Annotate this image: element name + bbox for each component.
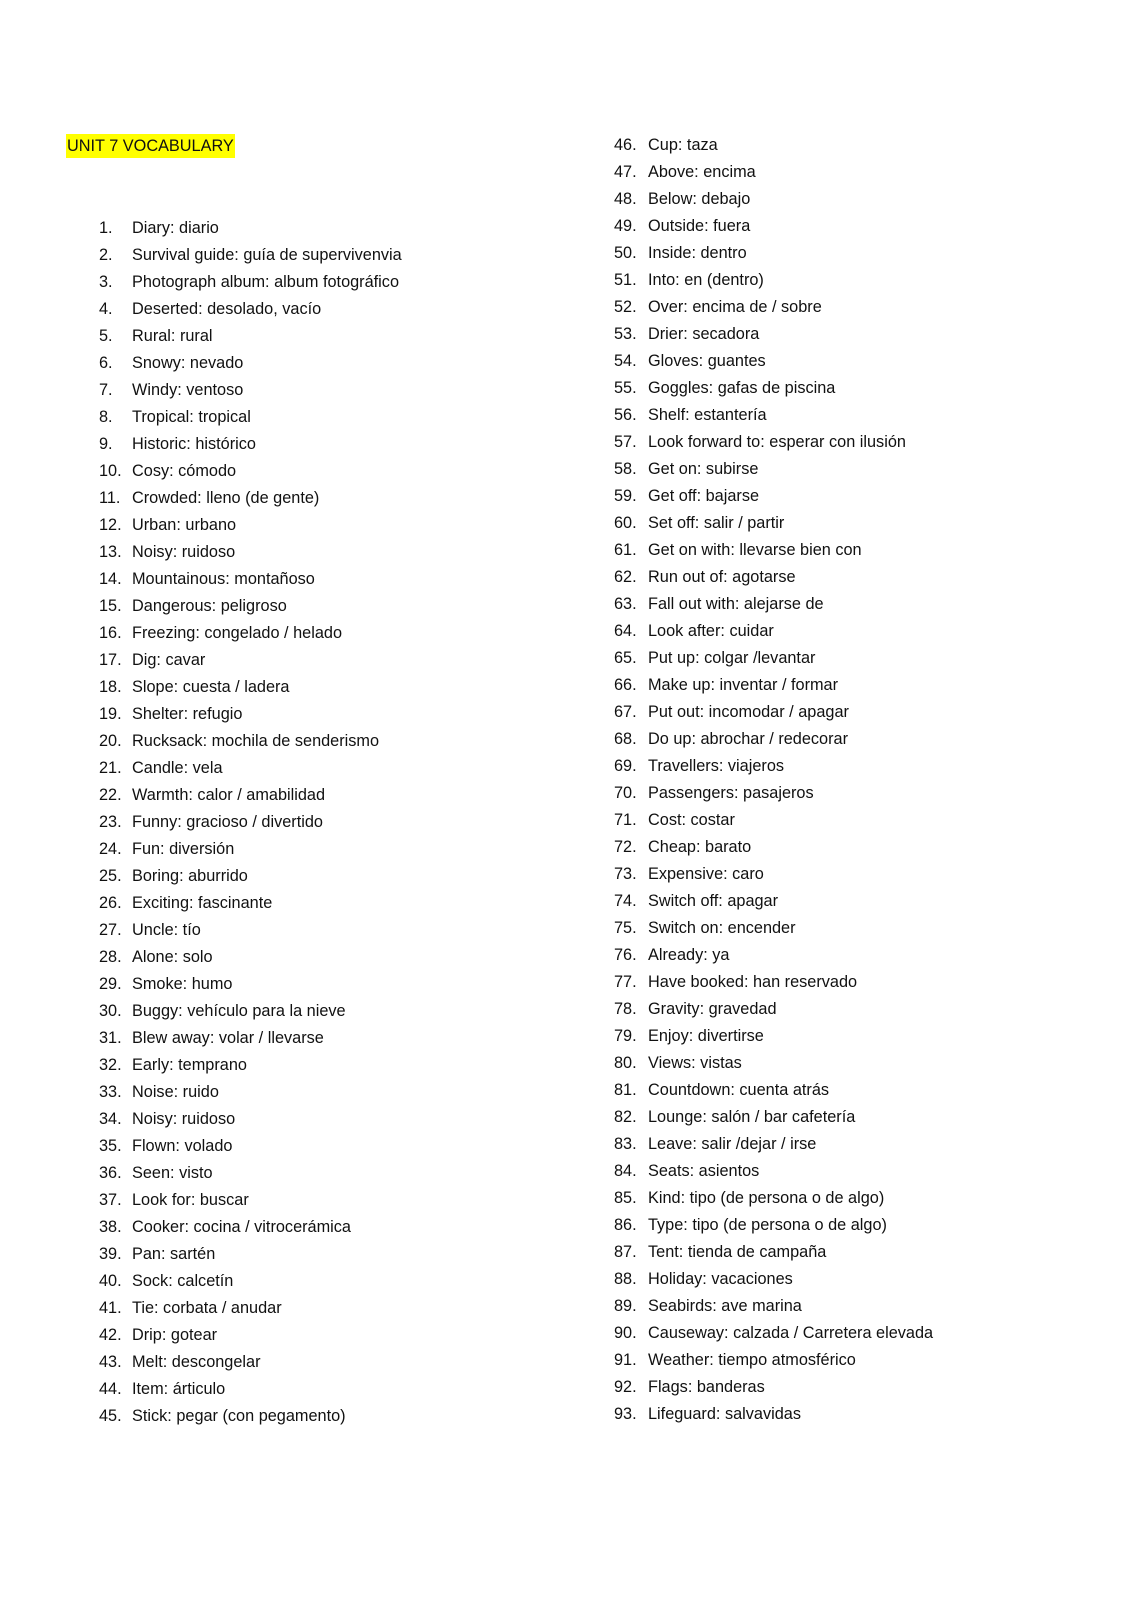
item-number: 10.	[99, 462, 122, 480]
item-number: 23.	[99, 813, 122, 831]
item-number: 34.	[99, 1110, 122, 1128]
item-number: 80.	[614, 1054, 637, 1072]
item-text: Make up: inventar / formar	[648, 676, 839, 694]
item-number: 14.	[99, 570, 122, 588]
item-text: Goggles: gafas de piscina	[648, 379, 836, 397]
item-text: Windy: ventoso	[132, 381, 244, 399]
item-text: Views: vistas	[648, 1054, 742, 1072]
item-text: Shelf: estantería	[648, 406, 767, 424]
item-number: 31.	[99, 1029, 122, 1047]
item-text: Cup: taza	[648, 136, 718, 154]
item-number: 92.	[614, 1378, 637, 1396]
item-number: 54.	[614, 352, 637, 370]
item-number: 12.	[99, 516, 122, 534]
item-text: Get on: subirse	[648, 460, 759, 478]
item-number: 8.	[99, 408, 113, 426]
item-text: Over: encima de / sobre	[648, 298, 822, 316]
item-text: Alone: solo	[132, 948, 213, 966]
item-number: 18.	[99, 678, 122, 696]
item-text: Seats: asientos	[648, 1162, 760, 1180]
item-text: Crowded: lleno (de gente)	[132, 489, 320, 507]
item-text: Snowy: nevado	[132, 354, 244, 372]
item-number: 35.	[99, 1137, 122, 1155]
item-text: Melt: descongelar	[132, 1353, 261, 1371]
document-title: UNIT 7 VOCABULARY	[66, 134, 235, 158]
item-text: Blew away: volar / llevarse	[132, 1029, 324, 1047]
item-text: Cosy: cómodo	[132, 462, 237, 480]
item-number: 82.	[614, 1108, 637, 1126]
item-text: Enjoy: divertirse	[648, 1027, 764, 1045]
item-text: Fun: diversión	[132, 840, 235, 858]
item-text: Flags: banderas	[648, 1378, 765, 1396]
item-number: 53.	[614, 325, 637, 343]
item-number: 61.	[614, 541, 637, 559]
item-text: Type: tipo (de persona o de algo)	[648, 1216, 887, 1234]
item-number: 63.	[614, 595, 637, 613]
item-number: 51.	[614, 271, 637, 289]
item-text: Cheap: barato	[648, 838, 752, 856]
item-text: Dangerous: peligroso	[132, 597, 287, 615]
item-number: 65.	[614, 649, 637, 667]
item-number: 29.	[99, 975, 122, 993]
item-text: Drier: secadora	[648, 325, 760, 343]
item-text: Noisy: ruidoso	[132, 1110, 236, 1128]
item-number: 33.	[99, 1083, 122, 1101]
item-number: 87.	[614, 1243, 637, 1261]
item-text: Seen: visto	[132, 1164, 213, 1182]
item-number: 81.	[614, 1081, 637, 1099]
item-text: Inside: dentro	[648, 244, 747, 262]
item-text: Set off: salir / partir	[648, 514, 785, 532]
item-text: Gravity: gravedad	[648, 1000, 777, 1018]
item-number: 40.	[99, 1272, 122, 1290]
item-text: Lifeguard: salvavidas	[648, 1405, 801, 1423]
item-number: 89.	[614, 1297, 637, 1315]
item-number: 39.	[99, 1245, 122, 1263]
item-text: Look forward to: esperar con ilusión	[648, 433, 906, 451]
item-text: Shelter: refugio	[132, 705, 243, 723]
item-text: Above: encima	[648, 163, 756, 181]
item-text: Rucksack: mochila de senderismo	[132, 732, 380, 750]
item-number: 11.	[99, 489, 121, 507]
item-number: 47.	[614, 163, 637, 181]
item-number: 90.	[614, 1324, 637, 1342]
item-text: Drip: gotear	[132, 1326, 218, 1344]
item-number: 7.	[99, 381, 113, 399]
item-number: 66.	[614, 676, 637, 694]
item-text: Switch off: apagar	[648, 892, 779, 910]
item-number: 44.	[99, 1380, 122, 1398]
item-text: Put up: colgar /levantar	[648, 649, 816, 667]
item-number: 57.	[614, 433, 637, 451]
item-text: Boring: aburrido	[132, 867, 248, 885]
item-text: Photograph album: album fotográfico	[132, 273, 399, 291]
item-text: Item: árticulo	[132, 1380, 226, 1398]
item-text: Buggy: vehículo para la nieve	[132, 1002, 346, 1020]
item-text: Historic: histórico	[132, 435, 256, 453]
item-number: 74.	[614, 892, 637, 910]
item-text: Weather: tiempo atmosférico	[648, 1351, 856, 1369]
item-number: 27.	[99, 921, 122, 939]
item-number: 43.	[99, 1353, 122, 1371]
item-number: 42.	[99, 1326, 122, 1344]
item-number: 5.	[99, 327, 113, 345]
item-text: Candle: vela	[132, 759, 223, 777]
item-text: Fall out with: alejarse de	[648, 595, 824, 613]
item-text: Slope: cuesta / ladera	[132, 678, 290, 696]
item-number: 17.	[99, 651, 122, 669]
item-number: 6.	[99, 354, 113, 372]
item-number: 88.	[614, 1270, 637, 1288]
item-number: 70.	[614, 784, 637, 802]
item-text: Already: ya	[648, 946, 730, 964]
item-text: Expensive: caro	[648, 865, 764, 883]
item-number: 86.	[614, 1216, 637, 1234]
item-number: 13.	[99, 543, 122, 561]
item-text: Causeway: calzada / Carretera elevada	[648, 1324, 934, 1342]
item-number: 91.	[614, 1351, 637, 1369]
item-text: Mountainous: montañoso	[132, 570, 315, 588]
item-text: Into: en (dentro)	[648, 271, 764, 289]
item-number: 50.	[614, 244, 637, 262]
item-number: 26.	[99, 894, 122, 912]
item-text: Sock: calcetín	[132, 1272, 234, 1290]
item-text: Lounge: salón / bar cafetería	[648, 1108, 856, 1126]
item-number: 48.	[614, 190, 637, 208]
item-number: 64.	[614, 622, 637, 640]
item-number: 77.	[614, 973, 637, 991]
item-number: 59.	[614, 487, 637, 505]
item-text: Look for: buscar	[132, 1191, 249, 1209]
item-text: Deserted: desolado, vacío	[132, 300, 322, 318]
item-text: Below: debajo	[648, 190, 751, 208]
item-text: Tent: tienda de campaña	[648, 1243, 827, 1261]
item-number: 1.	[99, 219, 113, 237]
item-text: Kind: tipo (de persona o de algo)	[648, 1189, 885, 1207]
item-number: 75.	[614, 919, 637, 937]
item-number: 30.	[99, 1002, 122, 1020]
item-text: Cost: costar	[648, 811, 735, 829]
item-number: 19.	[99, 705, 122, 723]
item-number: 67.	[614, 703, 637, 721]
item-text: Noisy: ruidoso	[132, 543, 236, 561]
item-text: Do up: abrochar / redecorar	[648, 730, 849, 748]
item-number: 79.	[614, 1027, 637, 1045]
item-text: Uncle: tío	[132, 921, 201, 939]
item-number: 76.	[614, 946, 637, 964]
item-text: Seabirds: ave marina	[648, 1297, 802, 1315]
item-number: 36.	[99, 1164, 122, 1182]
item-number: 84.	[614, 1162, 637, 1180]
item-number: 28.	[99, 948, 122, 966]
item-text: Early: temprano	[132, 1056, 247, 1074]
item-text: Have booked: han reservado	[648, 973, 858, 991]
item-number: 46.	[614, 136, 637, 154]
item-text: Stick: pegar (con pegamento)	[132, 1407, 346, 1425]
item-text: Tropical: tropical	[132, 408, 251, 426]
item-text: Countdown: cuenta atrás	[648, 1081, 830, 1099]
item-number: 56.	[614, 406, 637, 424]
item-number: 69.	[614, 757, 637, 775]
item-text: Pan: sartén	[132, 1245, 216, 1263]
item-number: 73.	[614, 865, 637, 883]
item-text: Get off: bajarse	[648, 487, 760, 505]
item-number: 72.	[614, 838, 637, 856]
item-text: Leave: salir /dejar / irse	[648, 1135, 817, 1153]
item-number: 22.	[99, 786, 122, 804]
item-number: 16.	[99, 624, 122, 642]
item-number: 24.	[99, 840, 122, 858]
item-number: 55.	[614, 379, 637, 397]
item-number: 4.	[99, 300, 113, 318]
item-number: 41.	[99, 1299, 122, 1317]
item-text: Urban: urbano	[132, 516, 237, 534]
item-text: Tie: corbata / anudar	[132, 1299, 282, 1317]
item-number: 68.	[614, 730, 637, 748]
item-number: 37.	[99, 1191, 122, 1209]
item-text: Put out: incomodar / apagar	[648, 703, 849, 721]
item-text: Exciting: fascinante	[132, 894, 273, 912]
item-number: 45.	[99, 1407, 122, 1425]
item-text: Run out of: agotarse	[648, 568, 796, 586]
item-number: 32.	[99, 1056, 122, 1074]
item-text: Rural: rural	[132, 327, 213, 345]
item-text: Gloves: guantes	[648, 352, 766, 370]
item-number: 60.	[614, 514, 637, 532]
item-number: 58.	[614, 460, 637, 478]
item-text: Outside: fuera	[648, 217, 751, 235]
item-text: Cooker: cocina / vitrocerámica	[132, 1218, 351, 1236]
item-text: Noise: ruido	[132, 1083, 219, 1101]
item-number: 62.	[614, 568, 637, 586]
item-number: 38.	[99, 1218, 122, 1236]
item-number: 71.	[614, 811, 637, 829]
item-text: Get on with: llevarse bien con	[648, 541, 862, 559]
item-number: 2.	[99, 246, 113, 264]
item-number: 78.	[614, 1000, 637, 1018]
item-text: Flown: volado	[132, 1137, 233, 1155]
item-number: 52.	[614, 298, 637, 316]
item-number: 25.	[99, 867, 122, 885]
item-number: 15.	[99, 597, 122, 615]
item-text: Passengers: pasajeros	[648, 784, 814, 802]
item-number: 83.	[614, 1135, 637, 1153]
item-number: 49.	[614, 217, 637, 235]
item-text: Look after: cuidar	[648, 622, 774, 640]
item-number: 3.	[99, 273, 113, 291]
item-text: Diary: diario	[132, 219, 219, 237]
item-text: Warmth: calor / amabilidad	[132, 786, 326, 804]
item-number: 20.	[99, 732, 122, 750]
item-number: 21.	[99, 759, 122, 777]
item-text: Funny: gracioso / divertido	[132, 813, 323, 831]
item-number: 9.	[99, 435, 113, 453]
item-text: Holiday: vacaciones	[648, 1270, 793, 1288]
item-number: 85.	[614, 1189, 637, 1207]
item-text: Smoke: humo	[132, 975, 233, 993]
item-text: Freezing: congelado / helado	[132, 624, 342, 642]
item-text: Switch on: encender	[648, 919, 796, 937]
item-text: Dig: cavar	[132, 651, 206, 669]
item-text: Travellers: viajeros	[648, 757, 785, 775]
item-text: Survival guide: guía de supervivenvia	[132, 246, 402, 264]
item-number: 93.	[614, 1405, 637, 1423]
